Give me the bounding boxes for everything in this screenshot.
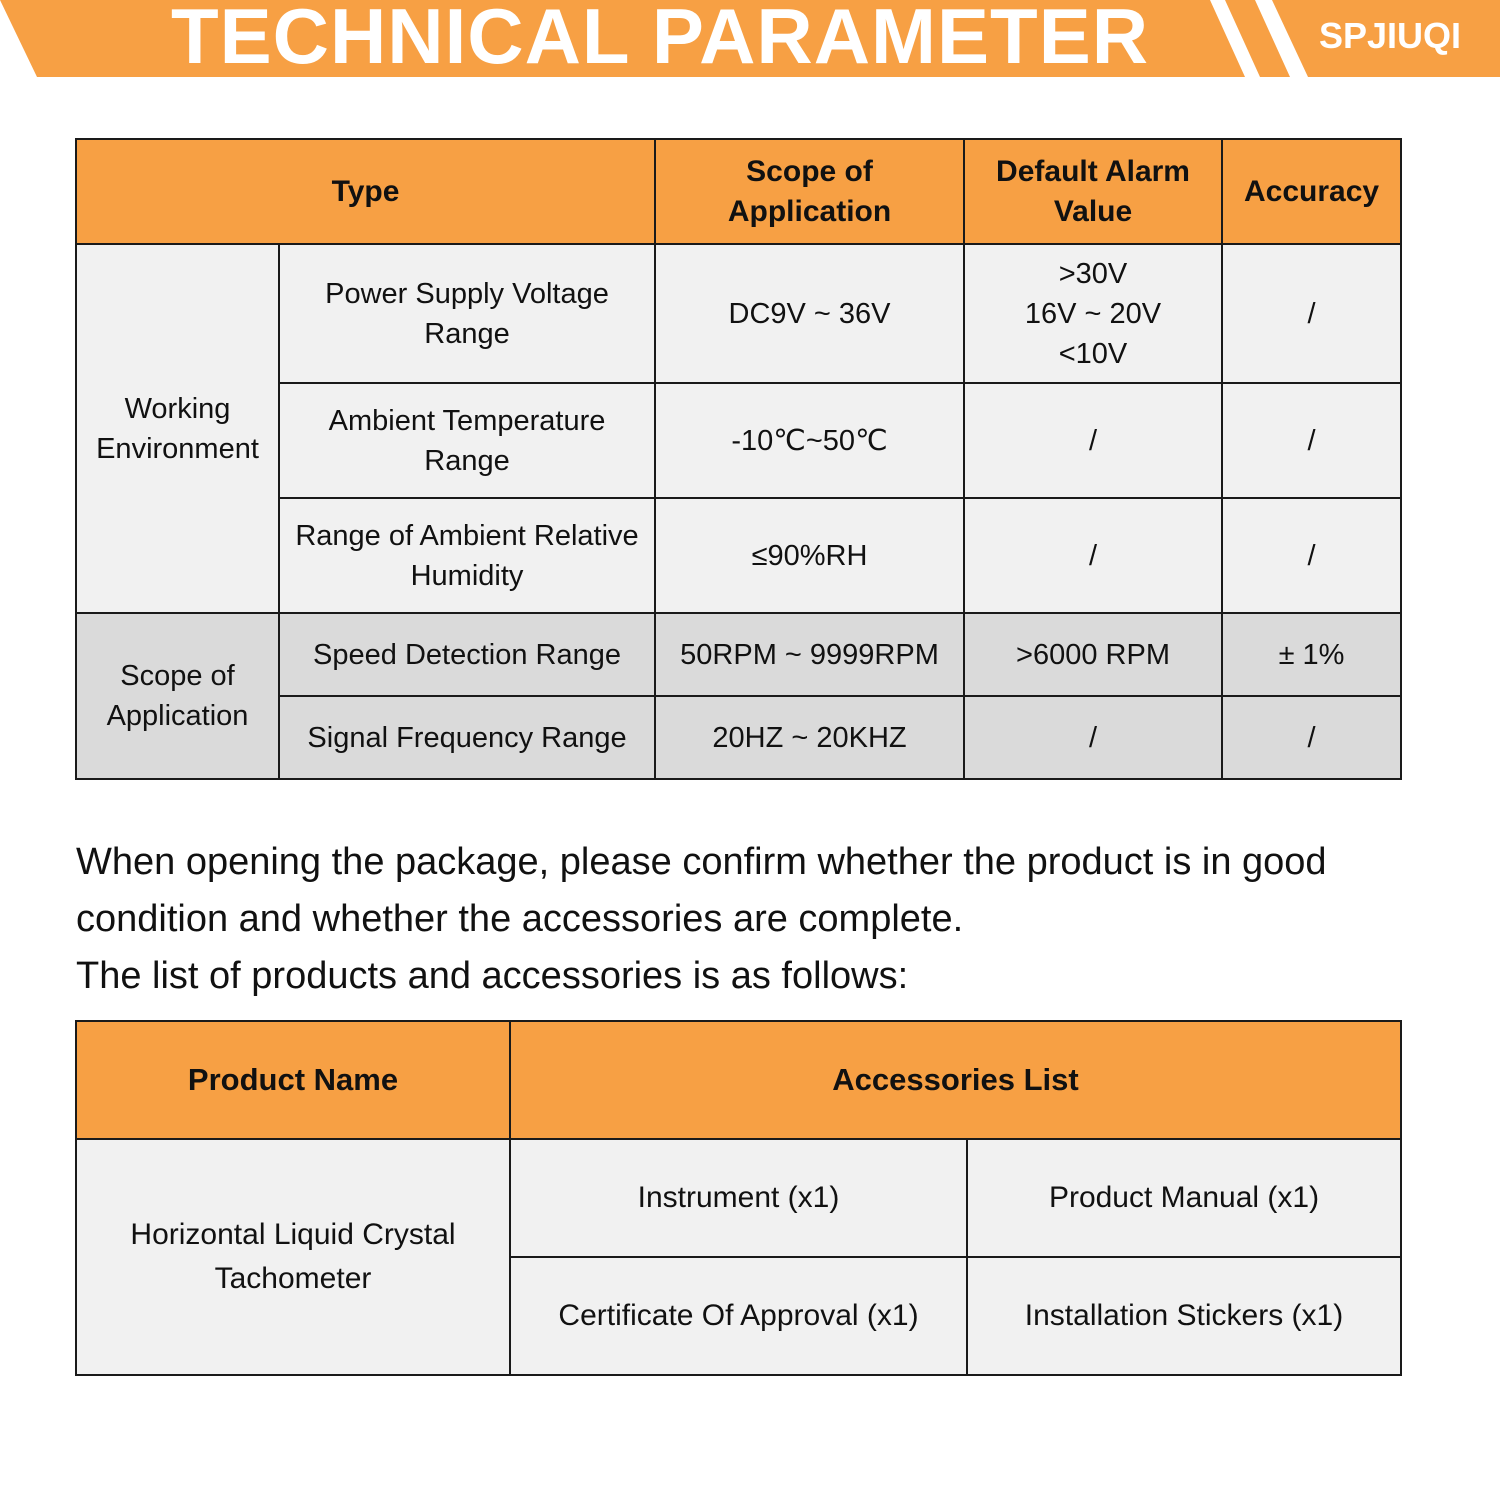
- header-banner: [0, 0, 1500, 80]
- page-title: TECHNICAL PARAMETER: [170, 0, 1150, 80]
- row-accuracy: ± 1%: [1222, 613, 1401, 696]
- header-product-name: Product Name: [76, 1021, 510, 1139]
- accessory-item: Installation Stickers (x1): [967, 1257, 1401, 1375]
- row-scope: -10℃~50℃: [655, 383, 964, 498]
- group-label-working-environment: Working Environment: [76, 244, 279, 613]
- row-alarm: /: [964, 498, 1222, 613]
- group-label-scope-of-application: Scope of Application: [76, 613, 279, 779]
- intro-paragraph: The list of products and accessories is as follows:: [76, 955, 909, 997]
- product-name: Horizontal Liquid Crystal Tachometer: [76, 1139, 510, 1375]
- row-scope: 50RPM ~ 9999RPM: [655, 613, 964, 696]
- table-row: [76, 613, 1401, 696]
- table-row: [76, 244, 1401, 383]
- row-accuracy: /: [1222, 498, 1401, 613]
- alarm-value: 16V ~ 20V: [1024, 297, 1162, 330]
- row-type: Signal Frequency Range: [279, 696, 655, 779]
- intro-text: [76, 834, 1436, 1005]
- header-accessories-list: Accessories List: [510, 1021, 1401, 1139]
- row-type: Range of Ambient Relative Humidity: [279, 498, 655, 613]
- row-accuracy: /: [1222, 696, 1401, 779]
- intro-paragraph: When opening the package, please confirm whether the product is in good condition and whether the accessories are complete.: [76, 841, 1327, 940]
- header-scope: Scope of Application: [655, 139, 964, 244]
- package-header-row: [76, 1021, 1401, 1139]
- alarm-value: >30V: [1058, 257, 1128, 290]
- accessory-item: Certificate Of Approval (x1): [510, 1257, 967, 1375]
- row-accuracy: /: [1222, 244, 1401, 383]
- row-type: Ambient Temperature Range: [279, 383, 655, 498]
- package-table: [75, 1020, 1402, 1376]
- header-type: Type: [76, 139, 655, 244]
- row-type: Speed Detection Range: [279, 613, 655, 696]
- row-type: Power Supply Voltage Range: [279, 244, 655, 383]
- brand-logo-text: SPJIUQI: [1318, 15, 1462, 56]
- accessory-item: Instrument (x1): [510, 1139, 967, 1257]
- row-accuracy: /: [1222, 383, 1401, 498]
- header-accuracy: Accuracy: [1222, 139, 1401, 244]
- row-alarm: [964, 244, 1222, 383]
- row-alarm: /: [964, 383, 1222, 498]
- row-alarm: /: [964, 696, 1222, 779]
- row-scope: ≤90%RH: [655, 498, 964, 613]
- header-alarm: Default Alarm Value: [964, 139, 1222, 244]
- row-scope: DC9V ~ 36V: [655, 244, 964, 383]
- table-row: [76, 1139, 1401, 1257]
- row-scope: 20HZ ~ 20KHZ: [655, 696, 964, 779]
- spec-table: [75, 138, 1402, 780]
- accessory-item: Product Manual (x1): [967, 1139, 1401, 1257]
- alarm-value: <10V: [1058, 337, 1128, 370]
- spec-header-row: [76, 139, 1401, 244]
- row-alarm: >6000 RPM: [964, 613, 1222, 696]
